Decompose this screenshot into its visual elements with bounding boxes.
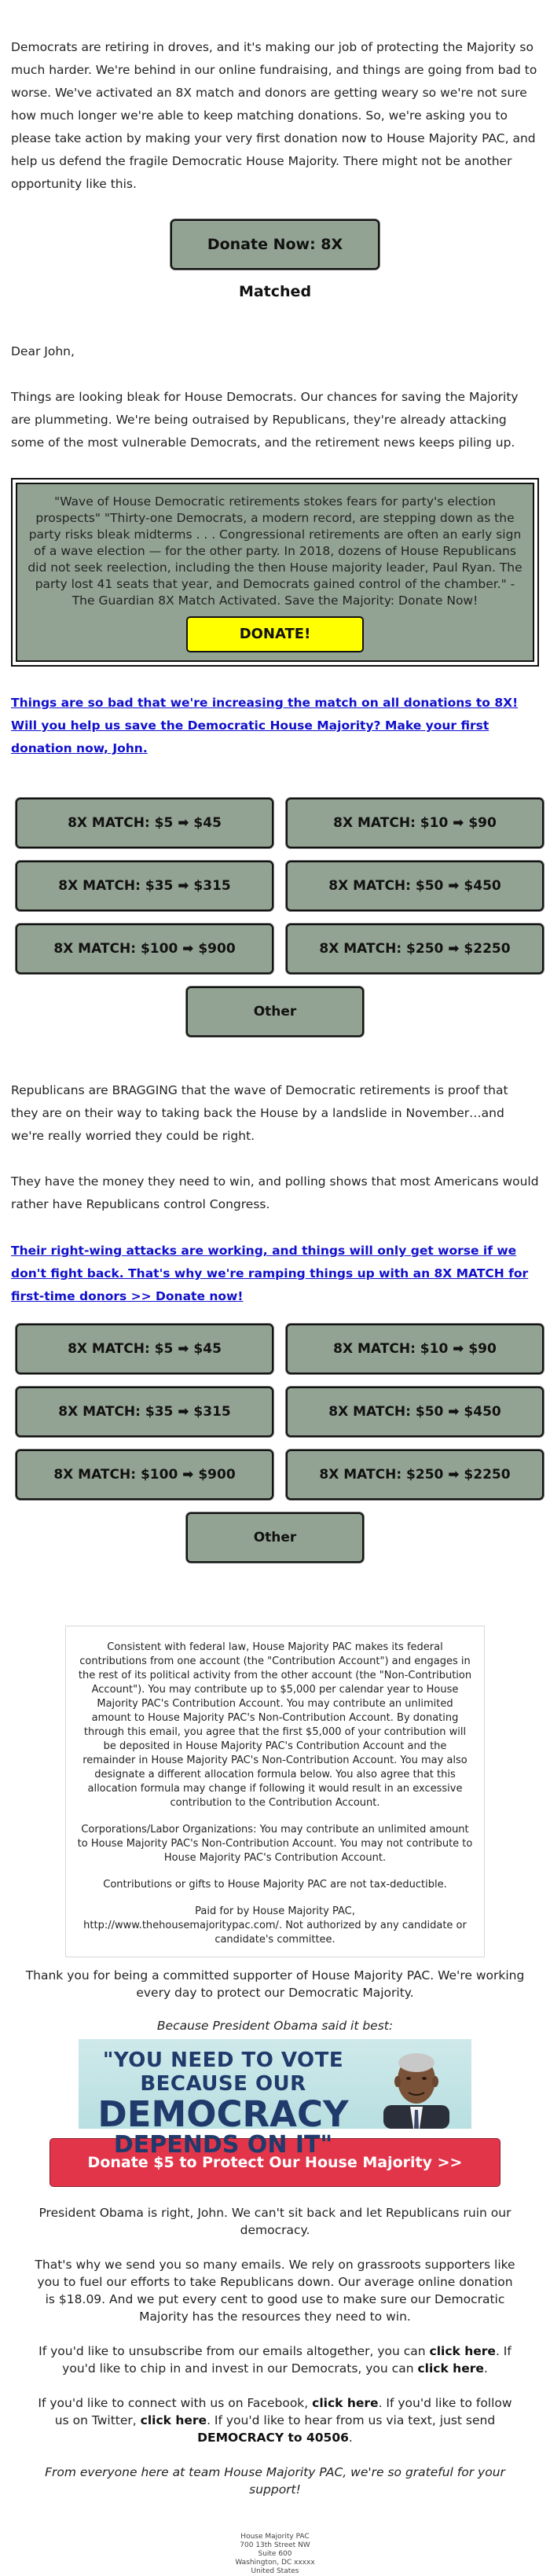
obama-right-text: President Obama is right, John. We can't sit back and let Republicans ruin our democracy. xyxy=(38,2206,512,2237)
match-250-button[interactable]: 8X MATCH: $250 ➡ $2250 xyxy=(286,924,544,974)
unsubscribe-text xyxy=(33,2343,517,2377)
cta-link-1[interactable]: Things are so bad that we're increasing the match on all donations to 8X! Will you help us save the Democratic House Majority? Make your first donation now, John. xyxy=(11,696,519,755)
match-100-button[interactable]: 8X MATCH: $100 ➡ $900 xyxy=(16,924,273,974)
match-grid-2 xyxy=(16,1324,539,1500)
address-line-1: House Majority PAC xyxy=(240,2533,310,2541)
paid-for-url: http://www.thehousemajoritypac.com/. Not authorized by any candidate or candidate's committee. xyxy=(83,1920,467,1946)
connect-text-4: . xyxy=(348,2431,353,2445)
quote-inner xyxy=(16,483,534,662)
match-5-button[interactable]: 8X MATCH: $5 ➡ $45 xyxy=(16,1324,273,1374)
banner-quote xyxy=(90,2049,357,2157)
mailing-address xyxy=(11,2533,539,2576)
twitter-link[interactable]: click here xyxy=(140,2413,207,2427)
connect-text xyxy=(33,2394,517,2446)
other-row-2 xyxy=(11,1512,539,1563)
unsubscribe-link[interactable]: click here xyxy=(429,2344,496,2358)
signoff-text: From everyone here at team House Majority PAC, we're so grateful for your support! xyxy=(45,2465,505,2497)
match-10-button[interactable]: 8X MATCH: $10 ➡ $90 xyxy=(286,798,544,848)
connect-text-3: . If you'd like to hear from us via text, just send xyxy=(207,2413,496,2427)
polling-paragraph: They have the money they need to win, and polling shows that most Americans would rather have Republicans control Congress. xyxy=(11,1174,539,1211)
paid-for-by: Paid for by House Majority PAC, xyxy=(195,1905,355,1917)
other-amount-button[interactable]: Other xyxy=(186,1512,364,1563)
match-10-button[interactable]: 8X MATCH: $10 ➡ $90 xyxy=(286,1324,544,1374)
banner-line-2: DEMOCRACY xyxy=(97,2093,349,2135)
disclaimer-corporations: Corporations/Labor Organizations: You may contribute an unlimited amount to House Majority PAC's Non-Contribution Account. You may not contribute to House Majority PAC's Contribution Account. xyxy=(77,1824,473,1864)
address-line-2: 700 13th Street NW xyxy=(240,2541,310,2549)
quote-donate-button[interactable]: DONATE! xyxy=(186,616,364,652)
disclaimer-contribution: Consistent with federal law, House Majority PAC makes its federal contributions from one account (the "Contribution Account") and engages in the rest of its political activity from the other account (the "Non-Contribution Account"). You may contribute up to $5,000 per calendar year to House Majority PAC's Contribution Account. You may contribute an unlimited amount to House Majority PAC's Non-Contribution Account. By donating through this email, you agree that the first $5,000 of your contribution will be deposited in House Majority PAC's Contribution Account and the remainder in House Majority PAC's Non-Contribution Account. You may also designate a different allocation formula below. You also agree that this allocation formula may change if following it would result in an excessive contribution to the Contribution Account. xyxy=(78,1641,472,1809)
chip-in-link[interactable]: click here xyxy=(417,2361,484,2376)
match-5-button[interactable]: 8X MATCH: $5 ➡ $45 xyxy=(16,798,273,848)
match-35-button[interactable]: 8X MATCH: $35 ➡ $315 xyxy=(16,861,273,911)
intro-paragraph: Democrats are retiring in droves, and it's making our job of protecting the Majority so much harder. We're behind in our online fundraising, and things are going from bad to worse. We've activated an 8X match and donors are getting weary so we're not sure how much longer we're able to keep matching donations. So, we're asking you to please take action by making your very first donation now to House Majority PAC, and help us defend the fragile Democratic House Majority. There might not be another opportunity like this. xyxy=(11,40,537,191)
donate-5-button[interactable]: Donate $5 to Protect Our House Majority >> xyxy=(50,2138,500,2187)
match-35-button[interactable]: 8X MATCH: $35 ➡ $315 xyxy=(16,1387,273,1437)
match-250-button[interactable]: 8X MATCH: $250 ➡ $2250 xyxy=(286,1450,544,1500)
obama-quote-banner[interactable] xyxy=(79,2039,471,2159)
unsub-text-1: If you'd like to unsubscribe from our emails altogether, you can xyxy=(38,2344,426,2358)
guardian-quote: "Wave of House Democratic retirements stokes fears for party's election prospects" "Thirty-one Democrats, a modern record, are stepping down as the party risks bleak midterms . . . Congressional retirements are often an early sign of a wave election — for the other party. In 2018, dozens of House Republicans did not seek reelection, including the then House majority leader, Paul Ryan. The party lost 41 seats that year, and Democrats gained control of the chamber." - The Guardian 8X Match Activated. Save the Majority: Donate Now! xyxy=(28,494,522,608)
legal-disclaimer xyxy=(65,1626,485,1957)
emails-text: That's why we send you so many emails. We rely on grassroots supporters like you to fuel our efforts to take Republicans down. Our average online donation is $18.09. And we put every cent to good use to make sure our Democratic Majority has the resources they need to win. xyxy=(35,2258,515,2324)
top-donate-row xyxy=(11,219,539,299)
match-grid-1 xyxy=(16,798,539,974)
thanks-text: Thank you for being a committed supporter of House Majority PAC. We're working every day to protect our Democratic Majority. xyxy=(25,1968,525,2000)
thanks-block xyxy=(11,1967,539,2001)
connect-text-2: . If you'd like to follow us on Twitter, xyxy=(54,2396,512,2427)
disclaimer-tax: Contributions or gifts to House Majority PAC are not tax-deductible. xyxy=(103,1879,447,1891)
closing-block xyxy=(11,2204,539,2498)
connect-text-1: If you'd like to connect with us on Facebook, xyxy=(38,2396,309,2410)
unsub-text-2: . If you'd like to chip in and invest in our Democrats, you can xyxy=(62,2344,512,2376)
match-100-button[interactable]: 8X MATCH: $100 ➡ $900 xyxy=(16,1450,273,1500)
bragging-paragraph: Republicans are BRAGGING that the wave of Democratic retirements is proof that they are on their way to taking back the House by a landslide in November…and we're really worried they could be right. xyxy=(11,1083,508,1143)
other-amount-button[interactable]: Other xyxy=(186,987,364,1037)
obama-portrait-icon xyxy=(374,2044,459,2129)
unsub-text-3: . xyxy=(483,2361,488,2376)
cta-link-2[interactable]: Their right-wing attacks are working, and things will only get worse if we don't fight back. That's why we're ramping things up with an 8X MATCH for first-time donors >> Donate now! xyxy=(11,1244,529,1303)
banner-line-1: "YOU NEED TO VOTE BECAUSE OUR xyxy=(102,2049,344,2096)
greeting: Dear John, xyxy=(11,344,75,358)
address-line-3: Suite 600 xyxy=(258,2550,292,2558)
match-50-button[interactable]: 8X MATCH: $50 ➡ $450 xyxy=(286,861,544,911)
obama-intro: Because President Obama said it best: xyxy=(156,2019,394,2033)
facebook-link[interactable]: click here xyxy=(312,2396,379,2410)
match-50-button[interactable]: 8X MATCH: $50 ➡ $450 xyxy=(286,1387,544,1437)
quote-box xyxy=(11,478,539,667)
address-line-4: Washington, DC xxxxx xyxy=(235,2559,315,2567)
bleak-paragraph: Things are looking bleak for House Democrats. Our chances for saving the Majority are plummeting. We're being outraised by Republicans, they're already attacking some of the most vulnerable Democrats, and the retirement news keeps piling up. xyxy=(11,390,519,450)
other-row-1 xyxy=(11,987,539,1037)
sms-keyword: DEMOCRACY to 40506 xyxy=(197,2431,349,2445)
address-line-5: United States xyxy=(251,2567,299,2575)
donate-now-button[interactable]: Donate Now: 8X Matched xyxy=(170,219,380,270)
banner-line-3: DEPENDS ON IT" xyxy=(113,2131,333,2159)
